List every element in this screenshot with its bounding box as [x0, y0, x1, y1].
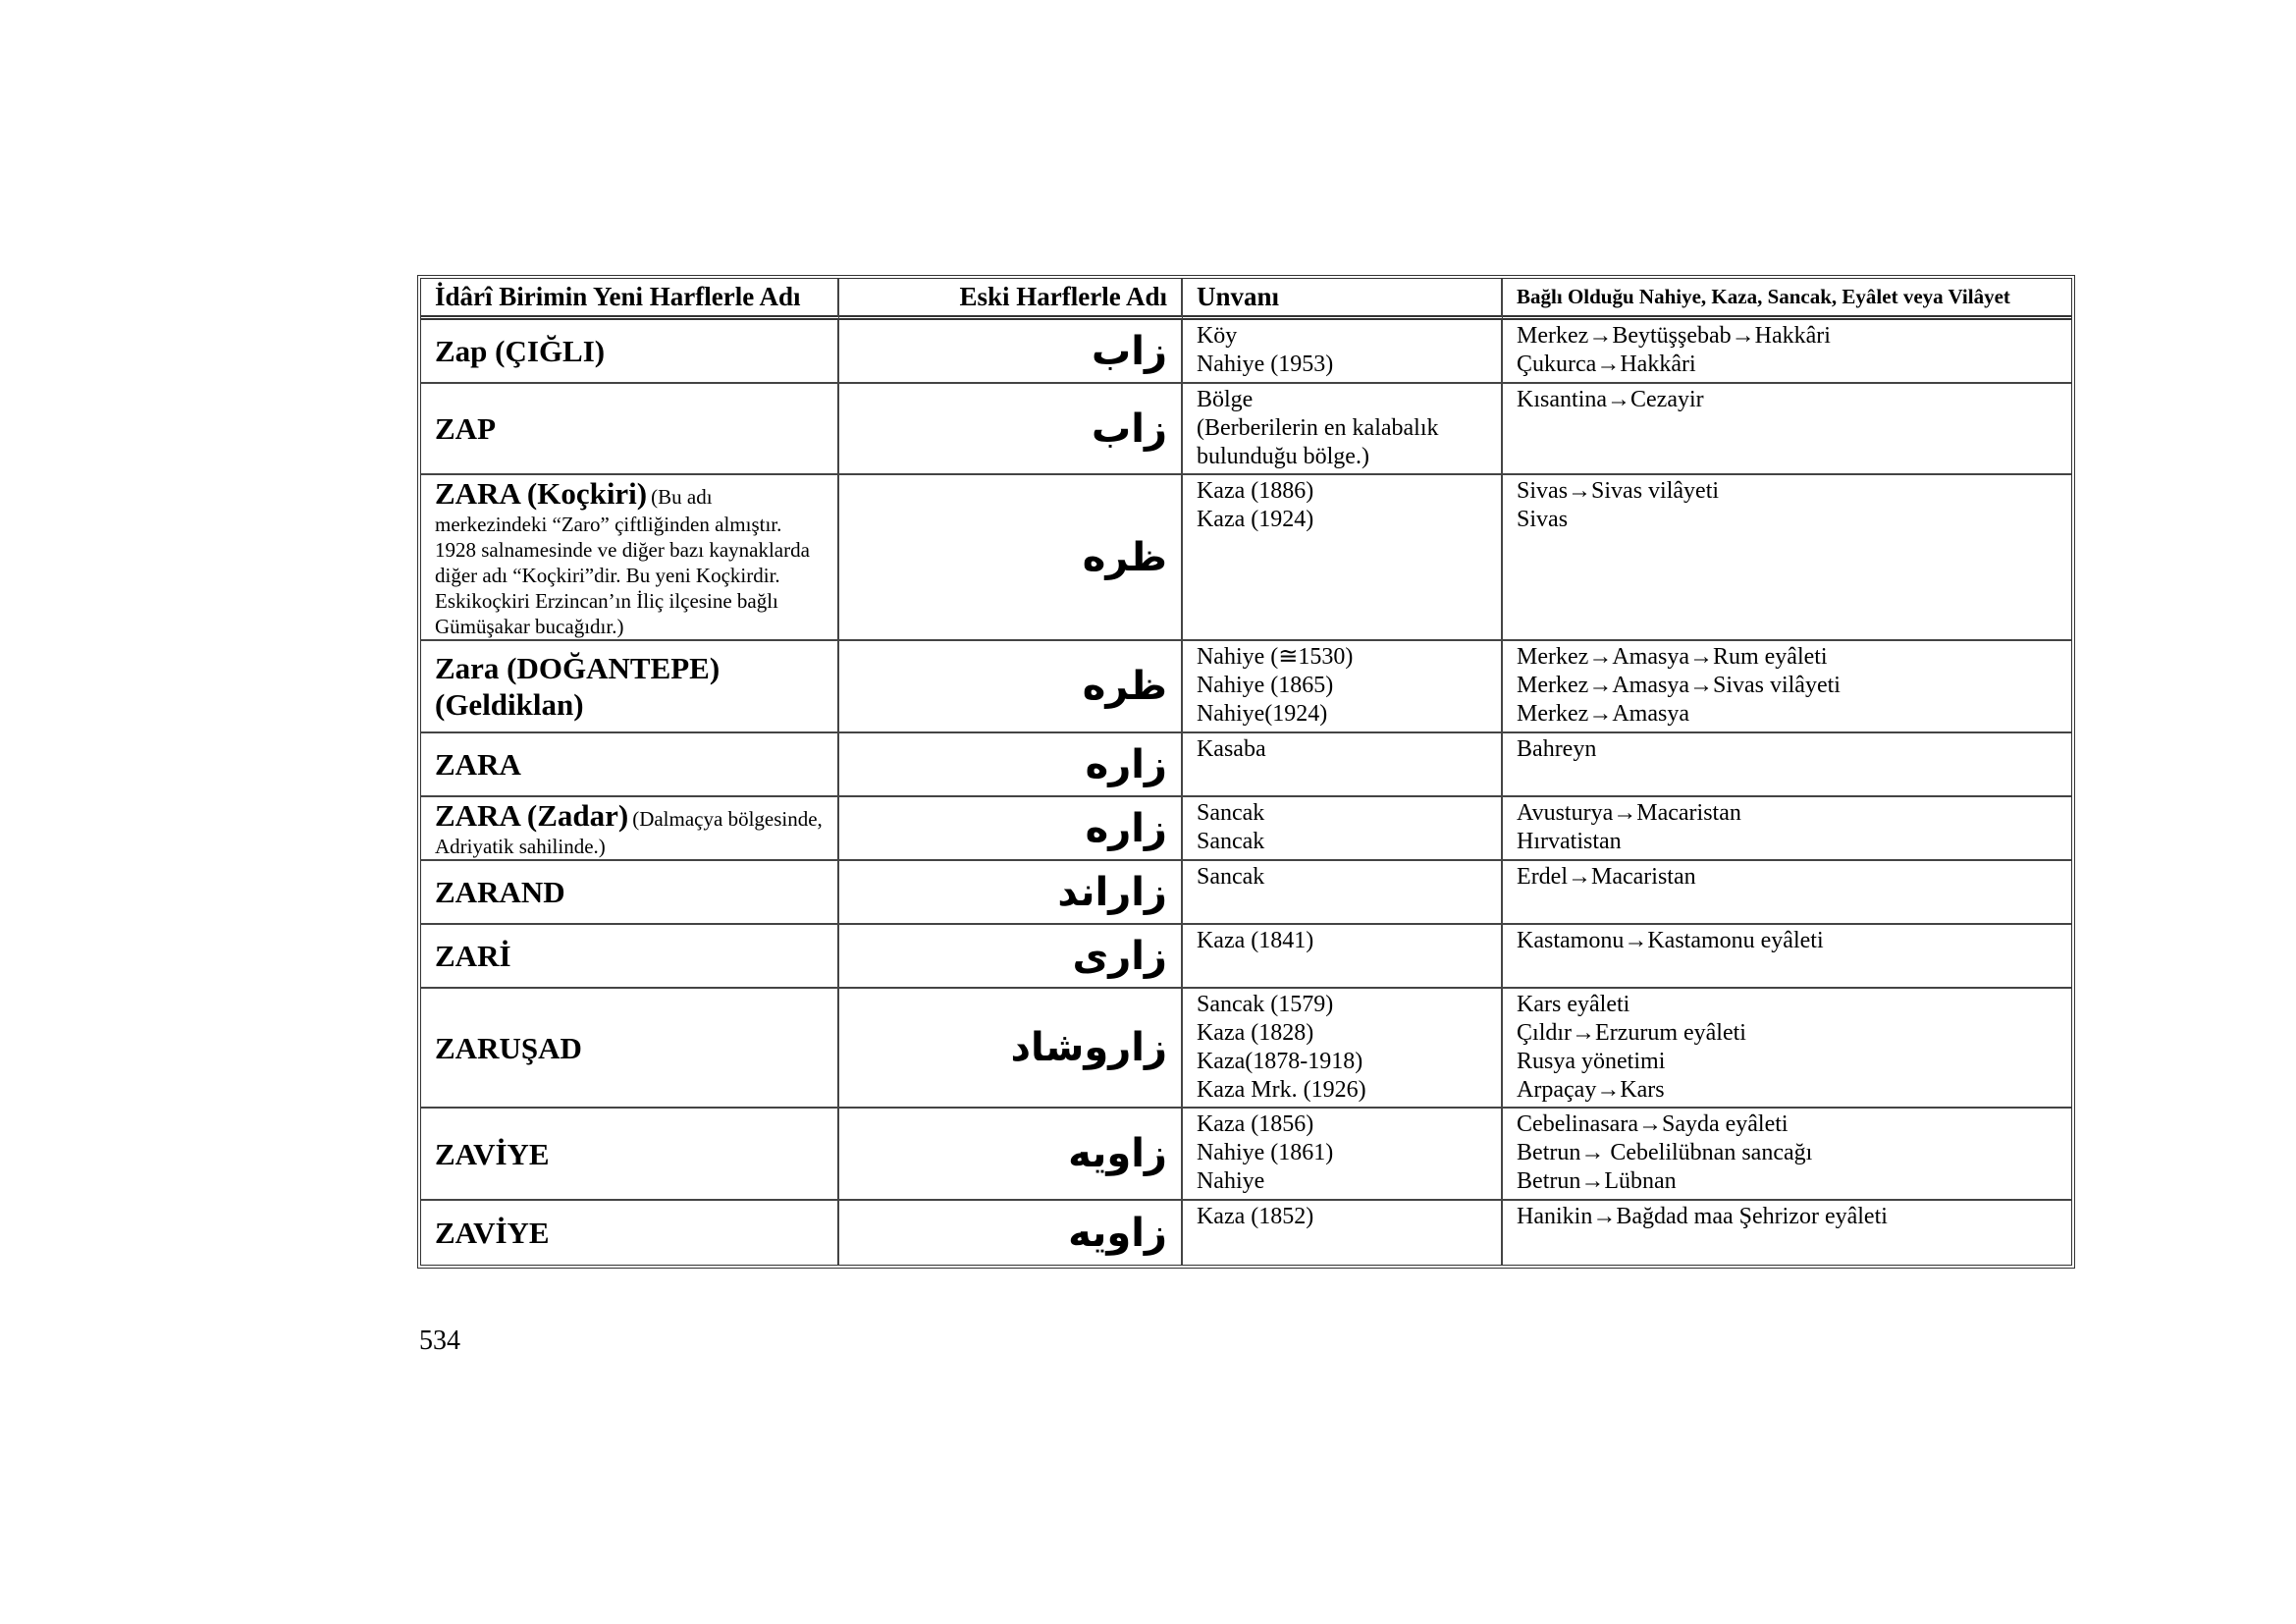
header-row: [421, 279, 2071, 320]
table-row: [421, 475, 2071, 641]
place-name: ZARA: [435, 747, 521, 782]
affiliation-line: Çıldır→Erzurum eyâleti: [1517, 1020, 1746, 1046]
place-name: Zap (ÇIĞLI): [435, 334, 606, 368]
cell-title: [1183, 320, 1503, 384]
ottoman-name: زارى: [1072, 933, 1167, 979]
table-row: [421, 989, 2071, 1109]
affiliation-line: Hırvatistan: [1517, 829, 1622, 854]
ottoman-name: ظره: [1082, 664, 1167, 709]
place-name: Zara (DOĞANTEPE) (Geldiklan): [435, 651, 721, 722]
affiliation-line: Erdel→Macaristan: [1517, 864, 1696, 890]
place-note: (Bu adı merkezindeki “Zaro” çiftliğinden almıştır. 1928 salnamesinde ve diğer bazı kaynaklarda diğer adı “Koçkiri”dir. Bu yeni Koçkirdir. Eskikoçkiri Erzincan’ın İliç ilçesine bağlı Gümüşakar bucağıdır.): [435, 485, 810, 638]
ottoman-name: زاروشاد: [1010, 1025, 1167, 1070]
title-line: Nahiye (1865): [1196, 673, 1334, 698]
affiliation-line: Kars eyâleti: [1517, 992, 1630, 1017]
ottoman-name: ظره: [1082, 534, 1167, 580]
cell-title: [1183, 641, 1503, 733]
table-header: [421, 279, 2071, 320]
title-line: Nahiye (≅1530): [1196, 644, 1354, 670]
cell-affiliation: [1503, 320, 2071, 384]
cell-affiliation: [1503, 989, 2071, 1109]
cell-new-name: [421, 320, 839, 384]
cell-new-name: [421, 1201, 839, 1265]
header-old-name: Eski Harflerle Adı: [839, 279, 1183, 320]
affiliation-line: Kısantina→Cezayir: [1517, 387, 1704, 412]
cell-new-name: [421, 797, 839, 861]
ottoman-name: زاراند: [1057, 869, 1167, 915]
table-row: [421, 384, 2071, 475]
cell-affiliation: [1503, 861, 2071, 925]
cell-affiliation: [1503, 641, 2071, 733]
title-line: Kaza (1924): [1196, 507, 1314, 532]
cell-title: [1183, 925, 1503, 989]
cell-old-name: [839, 384, 1183, 475]
header-affiliation: Bağlı Olduğu Nahiye, Kaza, Sancak, Eyâlet veya Vilâyet: [1503, 279, 2071, 320]
place-names-table: [417, 275, 2075, 1269]
cell-new-name: [421, 989, 839, 1109]
ottoman-name: زاب: [1092, 328, 1167, 374]
ottoman-name: زاره: [1085, 805, 1167, 851]
affiliation-line: Betrun→ Cebelilübnan sancağı: [1517, 1140, 1813, 1165]
affiliation-line: Arpaçay→Kars: [1517, 1077, 1665, 1103]
cell-new-name: [421, 1109, 839, 1201]
title-line: Kaza (1886): [1196, 478, 1314, 504]
affiliation-line: Merkez→Amasya→Rum eyâleti: [1517, 644, 1828, 670]
ottoman-name: زاره: [1085, 741, 1167, 787]
place-name: ZAVİYE: [435, 1216, 550, 1250]
affiliation-line: Merkez→Amasya: [1517, 701, 1689, 727]
title-line: Bölge: [1196, 387, 1254, 412]
title-line: Sancak (1579): [1196, 992, 1334, 1017]
table-row: [421, 925, 2071, 989]
title-line: Nahiye(1924): [1196, 701, 1328, 727]
affiliation-line: Hanikin→Bağdad maa Şehrizor eyâleti: [1517, 1204, 1888, 1229]
cell-affiliation: [1503, 733, 2071, 797]
cell-title: [1183, 861, 1503, 925]
title-line: Köy: [1196, 323, 1238, 349]
cell-old-name: [839, 475, 1183, 641]
table-row: [421, 320, 2071, 384]
cell-affiliation: [1503, 384, 2071, 475]
cell-title: [1183, 989, 1503, 1109]
cell-old-name: [839, 320, 1183, 384]
header-title: Unvanı: [1183, 279, 1503, 320]
cell-new-name: [421, 475, 839, 641]
table-row: [421, 1201, 2071, 1265]
place-name: ZARUŞAD: [435, 1030, 582, 1065]
affiliation-line: Bahreyn: [1517, 736, 1597, 762]
title-line: Kaza (1856): [1196, 1111, 1314, 1137]
affiliation-line: Cebelinasara→Sayda eyâleti: [1517, 1111, 1789, 1137]
cell-old-name: [839, 989, 1183, 1109]
affiliation-line: Sivas→Sivas vilâyeti: [1517, 478, 1720, 504]
cell-old-name: [839, 1201, 1183, 1265]
cell-title: [1183, 1109, 1503, 1201]
table-row: [421, 641, 2071, 733]
cell-title: [1183, 797, 1503, 861]
cell-affiliation: [1503, 1201, 2071, 1265]
page-number: 534: [419, 1326, 460, 1356]
affiliation-line: Betrun→Lübnan: [1517, 1168, 1677, 1194]
cell-affiliation: [1503, 475, 2071, 641]
affiliation-line: Çukurca→Hakkâri: [1517, 352, 1696, 377]
cell-affiliation: [1503, 1109, 2071, 1201]
cell-title: [1183, 733, 1503, 797]
cell-title: [1183, 1201, 1503, 1265]
ottoman-name: زاويه: [1068, 1131, 1167, 1176]
cell-affiliation: [1503, 925, 2071, 989]
table-row: [421, 1109, 2071, 1201]
affiliation-line: Merkez→Amasya→Sivas vilâyeti: [1517, 673, 1841, 698]
title-line: Kaza (1852): [1196, 1204, 1314, 1229]
title-line: Kasaba: [1196, 736, 1266, 762]
cell-title: [1183, 384, 1503, 475]
title-line: Nahiye (1861): [1196, 1140, 1334, 1165]
header-new-name: İdârî Birimin Yeni Harflerle Adı: [421, 279, 839, 320]
cell-new-name: [421, 861, 839, 925]
ottoman-name: زاويه: [1068, 1210, 1167, 1256]
affiliation-line: Merkez→Beytüşşebab→Hakkâri: [1517, 323, 1831, 349]
place-note: (Dalmaçya bölgesinde, Adriyatik sahilinde.): [435, 807, 823, 858]
place-name: ZAVİYE: [435, 1136, 550, 1171]
place-name: ZARA (Zadar): [435, 798, 629, 833]
cell-title: [1183, 475, 1503, 641]
table-row: [421, 797, 2071, 861]
cell-old-name: [839, 797, 1183, 861]
title-line: Kaza(1878-1918): [1196, 1049, 1363, 1074]
affiliation-line: Rusya yönetimi: [1517, 1049, 1666, 1074]
table-row: [421, 733, 2071, 797]
title-line: (Berberilerin en kalabalık bulunduğu bölge.): [1196, 415, 1439, 469]
cell-affiliation: [1503, 797, 2071, 861]
affiliation-line: Sivas: [1517, 507, 1569, 532]
place-name: ZARA (Koçkiri): [435, 476, 648, 511]
title-line: Sancak: [1196, 829, 1265, 854]
cell-old-name: [839, 925, 1183, 989]
title-line: Nahiye: [1196, 1168, 1265, 1194]
title-line: Kaza (1828): [1196, 1020, 1314, 1046]
cell-old-name: [839, 1109, 1183, 1201]
cell-old-name: [839, 733, 1183, 797]
affiliation-line: Avusturya→Macaristan: [1517, 800, 1741, 826]
affiliation-line: Kastamonu→Kastamonu eyâleti: [1517, 928, 1824, 953]
cell-old-name: [839, 641, 1183, 733]
title-line: Nahiye (1953): [1196, 352, 1334, 377]
cell-new-name: [421, 641, 839, 733]
title-line: Sancak: [1196, 800, 1265, 826]
title-line: Sancak: [1196, 864, 1265, 890]
place-name: ZARİ: [435, 939, 511, 973]
ottoman-name: زاب: [1092, 406, 1167, 452]
cell-new-name: [421, 384, 839, 475]
place-name: ZARAND: [435, 875, 565, 909]
cell-new-name: [421, 925, 839, 989]
table-body: [421, 320, 2071, 1265]
title-line: Kaza Mrk. (1926): [1196, 1077, 1366, 1103]
cell-new-name: [421, 733, 839, 797]
place-name: ZAP: [435, 411, 496, 446]
cell-old-name: [839, 861, 1183, 925]
table-row: [421, 861, 2071, 925]
title-line: Kaza (1841): [1196, 928, 1314, 953]
